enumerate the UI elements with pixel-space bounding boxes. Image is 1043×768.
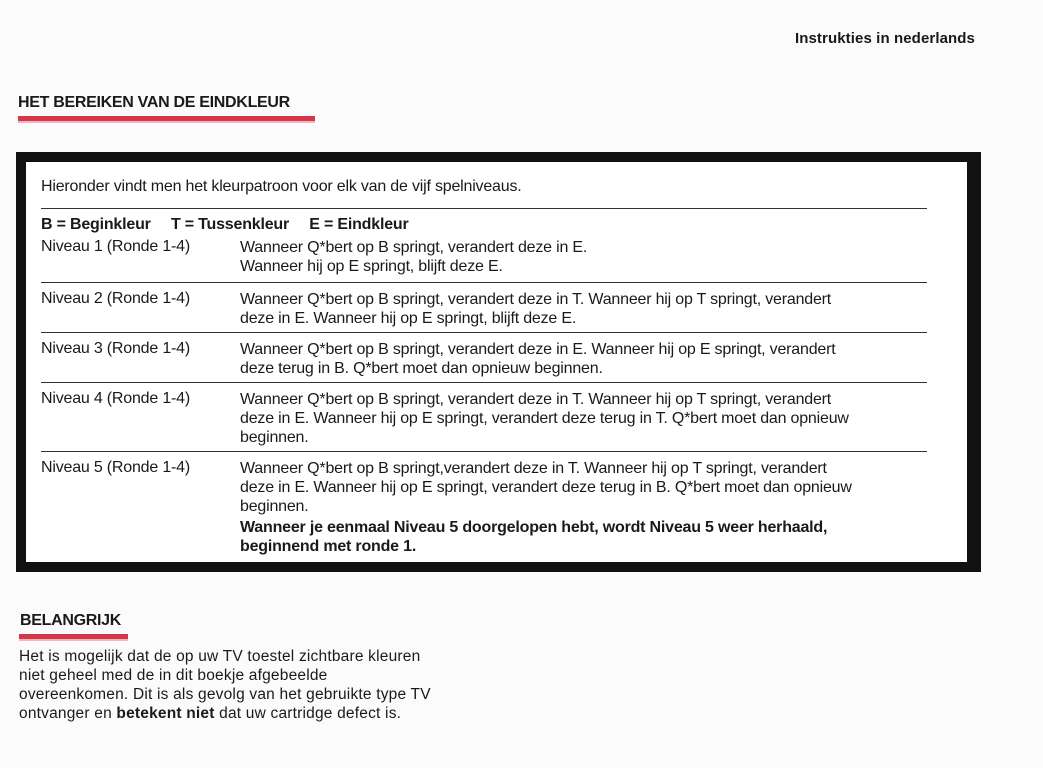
description-line: Wanneer Q*bert op B springt,verandert deze in T. Wanneer hij op T springt, verandert: [240, 460, 827, 477]
description-line: Wanneer Q*bert op B springt, verandert deze in T. Wanneer hij op T springt, verandert: [240, 391, 832, 408]
description-line: Wanneer Q*bert op B springt, verandert deze in T. Wanneer hij op T springt, verandert: [240, 291, 832, 308]
level-description: [240, 340, 920, 378]
important-line-start: ontvanger en: [19, 705, 117, 722]
level-description: [240, 390, 920, 447]
section-title: HET BEREIKEN VAN DE EINDKLEUR: [18, 94, 290, 111]
level-label: Niveau 1 (Ronde 1-4): [41, 238, 190, 255]
legend: [41, 216, 425, 234]
title-underline-shadow: [18, 121, 315, 123]
note-line: Wanneer je eenmaal Niveau 5 doorgelopen hebt, wordt Niveau 5 weer herhaald,: [240, 519, 828, 536]
important-line-end: dat uw cartridge defect is.: [214, 705, 402, 722]
important-line: [19, 704, 489, 723]
important-line: Het is mogelijk dat de op uw TV toestel zichtbare kleuren: [19, 648, 421, 665]
level-label: Niveau 4 (Ronde 1-4): [41, 390, 190, 407]
level-description: [240, 459, 920, 556]
level-description: [240, 290, 920, 328]
description-line: beginnen.: [240, 498, 309, 515]
important-emphasis: betekent niet: [116, 705, 215, 722]
legend-intermediate: T = Tussenkleur: [170, 216, 290, 233]
divider: [41, 382, 927, 383]
color-pattern-panel: [16, 152, 981, 572]
level-label: Niveau 3 (Ronde 1-4): [41, 340, 190, 357]
description-line: Wanneer Q*bert op B springt, verandert deze in E.: [240, 239, 588, 256]
level-description: [240, 238, 920, 276]
divider: [41, 208, 927, 209]
panel-intro: Hieronder vindt men het kleurpatroon voor elk van de vijf spelniveaus.: [41, 178, 522, 195]
description-line: deze terug in B. Q*bert moet dan opnieuw beginnen.: [240, 360, 603, 377]
important-text: [19, 647, 489, 723]
description-line: deze in E. Wanneer hij op E springt, blijft deze E.: [240, 310, 577, 327]
divider: [41, 332, 927, 333]
note-line: beginnend met ronde 1.: [240, 538, 417, 555]
description-line: deze in E. Wanneer hij op E springt, verandert deze terug in T. Q*bert moet dan opnieuw: [240, 410, 849, 427]
level-label: Niveau 5 (Ronde 1-4): [41, 459, 190, 476]
important-line: overeenkomen. Dit is als gevolg van het gebruikte type TV: [19, 686, 431, 703]
description-line: Wanneer Q*bert op B springt, verandert deze in E. Wanneer hij op E springt, verandert: [240, 341, 836, 358]
legend-end: E = Eindkleur: [309, 216, 409, 233]
important-line: niet geheel med de in dit boekje afgebeelde: [19, 667, 328, 684]
divider: [41, 282, 927, 283]
language-label: Instrukties in nederlands: [794, 30, 975, 47]
legend-begin: B = Beginkleur: [41, 216, 151, 233]
description-line: beginnen.: [240, 429, 309, 446]
important-underline-shadow: [19, 639, 128, 641]
description-line: deze in E. Wanneer hij op E springt, verandert deze terug in B. Q*bert moet dan opnieuw: [240, 479, 852, 496]
description-line: Wanneer hij op E springt, blijft deze E.: [240, 258, 503, 275]
important-title: BELANGRIJK: [20, 612, 122, 629]
level-label: Niveau 2 (Ronde 1-4): [41, 290, 190, 307]
repeat-note: [240, 518, 920, 556]
divider: [41, 451, 927, 452]
